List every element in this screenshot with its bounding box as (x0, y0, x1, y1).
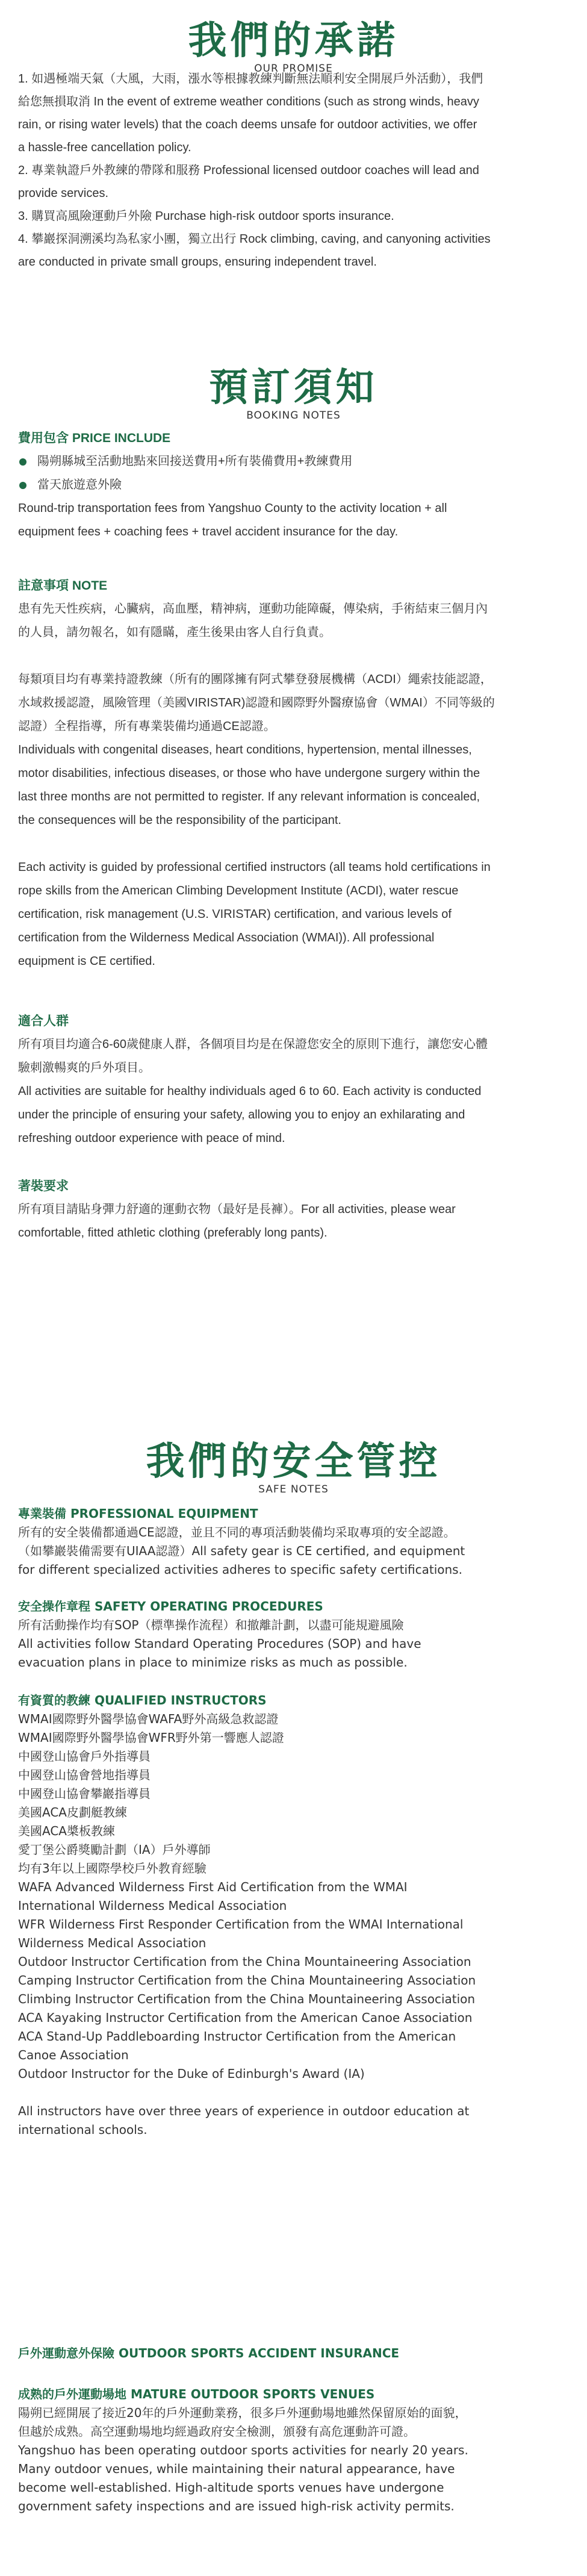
instructors-line: WMAI國際野外醫學協會WFR野外第一響應人認證 (18, 1730, 284, 1745)
note-line: certification from the Wilderness Medical Association (WMAI)). All professional (18, 931, 435, 944)
note-line: the consequences will be the responsibility of the participant. (18, 814, 341, 827)
instructors-line: Canoe Association (18, 2048, 129, 2062)
venues-block (18, 2385, 572, 2516)
promise-line: 1. 如遇極端天氣（大風，大雨，漲水等根據教練判斷無法順利安全開展戶外活動），我們 (18, 72, 483, 86)
note-line (18, 644, 569, 668)
instructors-line: 中國登山協會戶外指導員 (18, 1749, 151, 1764)
instructors-line: All instructors have over three years of experience in outdoor education at (18, 2104, 470, 2118)
instructors-line: WMAI國際野外醫學協會WAFA野外高級急救認證 (18, 1712, 279, 1726)
equipment-block (18, 1505, 572, 1579)
note-heading: 註意事項 NOTE (18, 579, 108, 593)
note-line (18, 832, 569, 856)
dress-line: comfortable, fitted athletic clothing (preferably long pants). (18, 1226, 328, 1240)
booking-subtitle: BOOKING NOTES (246, 410, 341, 422)
procedures-line: 所有活動操作均有SOP（標準操作流程）和撤離計劃，以盡可能規避風險 (18, 1618, 404, 1632)
venues-heading: 成熟的戶外運動場地 MATURE OUTDOOR SPORTS VENUES (18, 2387, 375, 2401)
promise-line: 給您無損取消 In the event of extreme weather conditions (such as strong winds, heavy (18, 95, 479, 108)
venues-line: 陽朔已經開展了接近20年的戶外運動業務，很多戶外運動場地雖然保留原始的面貌， (18, 2406, 467, 2420)
dress-line: 所有項目請貼身彈力舒適的運動衣物（最好是長褲）。For all activities, please wear (18, 1203, 456, 1216)
booking-section (0, 366, 587, 422)
promise-line: 4. 攀巖探洞溯溪均為私家小團，獨立出行 Rock climbing, caving, and canyoning activities (18, 232, 491, 246)
suitable-block (18, 1009, 569, 1150)
procedures-block (18, 1597, 572, 1672)
bullet-dot-icon (19, 482, 26, 489)
promise-subtitle: OUR PROMISE (254, 63, 333, 75)
procedures-line: evacuation plans in place to minimize risks as much as possible. (18, 1655, 408, 1670)
venues-line: Many outdoor venues, while maintaining their natural appearance, have (18, 2462, 455, 2476)
instructors-line: Camping Instructor Certification from the China Mountaineering Association (18, 1973, 476, 1988)
instructors-line: WFR Wilderness First Responder Certification from the WMAI International (18, 1917, 464, 1932)
instructors-line: ACA Kayaking Instructor Certification from the American Canoe Association (18, 2010, 473, 2025)
promise-line: a hassle-free cancellation policy. (18, 141, 191, 154)
suitable-line: 所有項目均適合6-60歲健康人群，各個項目均是在保證您安全的原則下進行，讓您安心體 (18, 1038, 488, 1051)
booking-title: 預訂須知 (209, 366, 378, 410)
safe-subtitle: SAFE NOTES (258, 1483, 329, 1495)
instructors-heading: 有資質的教練 QUALIFIED INSTRUCTORS (18, 1693, 267, 1707)
bullet-text: 陽朔縣城至活動地點來回接送費用+所有裝備費用+教練費用 (37, 455, 353, 468)
price-include-line: Round-trip transportation fees from Yangshuo County to the activity location + all (18, 502, 447, 515)
insurance-heading: 戶外運動意外保險 OUTDOOR SPORTS ACCIDENT INSURANCE (18, 2346, 400, 2360)
note-line: Individuals with congenital diseases, heart conditions, hypertension, mental illnesses, (18, 743, 472, 756)
venues-line: Yangshuo has been operating outdoor sports activities for nearly 20 years. (18, 2443, 468, 2457)
note-line: certification, risk management (U.S. VIRISTAR) certification, and various levels of (18, 908, 452, 921)
price-include-bullet (18, 450, 569, 473)
instructors-line: Climbing Instructor Certification from the China Mountaineering Association (18, 1992, 476, 2006)
suitable-line: 驗刺激暢爽的戶外項目。 (18, 1061, 151, 1074)
instructors-line: ACA Stand-Up Paddleboarding Instructor Certification from the American (18, 2029, 456, 2044)
equipment-line: （如攀巖裝備需要有UIAA認證）All safety gear is CE certified, and equipment (18, 1544, 465, 1558)
suitable-line: All activities are suitable for healthy individuals aged 6 to 60. Each activity is conducted (18, 1085, 482, 1098)
suitable-heading: 適合人群 (18, 1014, 69, 1028)
instructors-line: 愛丁堡公爵獎勵計劃（IA）戶外導師 (18, 1842, 211, 1857)
note-line: last three months are not permitted to register. If any relevant information is concealed, (18, 790, 480, 803)
instructors-line: Outdoor Instructor for the Duke of Edinburgh's Award (IA) (18, 2066, 365, 2081)
promise-line: provide services. (18, 187, 109, 200)
safe-section (0, 1439, 587, 1495)
equipment-line: 所有的安全裝備都通過CE認證，並且不同的專項活動裝備均采取專項的安全認證。 (18, 1525, 456, 1539)
note-line: motor disabilities, infectious diseases, or those who have undergone surgery within the (18, 767, 480, 780)
instructors-line: 中國登山協會營地指導員 (18, 1768, 151, 1782)
procedures-heading: 安全操作章程 SAFETY OPERATING PROCEDURES (18, 1599, 323, 1614)
note-block (18, 574, 569, 973)
promise-line: 2. 專業執證戶外教練的帶隊和服務 Professional licensed outdoor coaches will lead and (18, 164, 479, 177)
note-line: 認證）全程指導，所有專業裝備均通過CE認證。 (18, 720, 276, 733)
instructors-line: WAFA Advanced Wilderness First Aid Certification from the WMAI (18, 1880, 408, 1894)
note-line: equipment is CE certified. (18, 955, 155, 968)
instructors-line: Wilderness Medical Association (18, 1936, 207, 1950)
instructors-line: international schools. (18, 2122, 148, 2137)
promise-section (0, 19, 587, 75)
instructors-line: 均有3年以上國際學校戶外教育經驗 (18, 1861, 207, 1876)
note-line: 患有先天性疾病，心臟病，高血壓，精神病，運動功能障礙，傳染病，手術結束三個月內 (18, 602, 488, 616)
note-line: 水域救援認證，風險管理（美國VIRISTAR)認證和國際野外醫療協會（WMAI）不同等級的 (18, 696, 495, 709)
price-include-bullet (18, 473, 569, 497)
dress-block (18, 1174, 569, 1245)
bullet-dot-icon (19, 458, 26, 466)
instructors-line: 美國ACA槳板教練 (18, 1824, 115, 1838)
bullet-text: 當天旅遊意外險 (37, 478, 122, 491)
promise-title: 我們的承諾 (188, 19, 399, 63)
instructors-line: 中國登山協會攀巖指導員 (18, 1786, 151, 1801)
venues-line: become well-established. High-altitude sports venues have undergone (18, 2480, 444, 2495)
note-line: 的人員，請勿報名，如有隱瞞，產生後果由客人自行負責。 (18, 626, 331, 639)
suitable-line: refreshing outdoor experience with peace of mind. (18, 1132, 285, 1145)
promise-line: 3. 購買高風險運動戶外險 Purchase high-risk outdoor sports insurance. (18, 210, 394, 223)
instructors-line: International Wilderness Medical Association (18, 1898, 287, 1913)
promise-body (18, 67, 569, 273)
price-include-block (18, 426, 569, 544)
price-include-line: equipment fees + coaching fees + travel accident insurance for the day. (18, 525, 399, 538)
dress-heading: 著裝要求 (18, 1179, 69, 1193)
procedures-line: All activities follow Standard Operating Procedures (SOP) and have (18, 1636, 421, 1651)
insurance-block (18, 2344, 572, 2363)
note-line: 每類項目均有專業持證教練（所有的團隊擁有阿式攀登發展機構（ACDI）繩索技能認證， (18, 673, 492, 686)
instructors-line: 美國ACA皮劃艇教練 (18, 1805, 127, 1820)
note-line: rope skills from the American Climbing Development Institute (ACDI), water rescue (18, 884, 459, 897)
equipment-heading: 專業裝備 PROFESSIONAL EQUIPMENT (18, 1506, 258, 1521)
safe-title: 我們的安全管控 (146, 1439, 441, 1484)
equipment-line: for different specialized activities adheres to specific safety certifications. (18, 1562, 462, 1577)
venues-line: 但越於成熟。高空運動場地均經過政府安全檢測，頒發有高危運動許可證。 (18, 2424, 415, 2439)
price-include-heading: 費用包含 PRICE INCLUDE (18, 431, 171, 445)
suitable-line: under the principle of ensuring your safety, allowing you to enjoy an exhilarating and (18, 1108, 465, 1121)
instructors-block (18, 1691, 572, 2139)
promise-line: rain, or rising water levels) that the coach deems unsafe for outdoor activities, we offer (18, 118, 477, 131)
instructors-line (18, 2083, 572, 2102)
promise-line: are conducted in private small groups, ensuring independent travel. (18, 255, 377, 269)
note-line: Each activity is guided by professional certified instructors (all teams hold certifications in (18, 861, 491, 874)
venues-line: government safety inspections and are issued high-risk activity permits. (18, 2499, 455, 2513)
instructors-line: Outdoor Instructor Certification from the China Mountaineering Association (18, 1954, 471, 1969)
